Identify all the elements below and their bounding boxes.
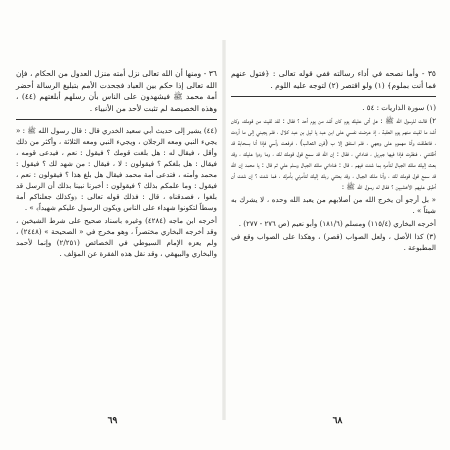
hadith-end: « بل أرجو أن يخرج الله من أصلابهم من يعبد الله وحده ، لا يشرك به شيئاً » . (231, 195, 436, 216)
footnote-2: ٢) قالت للرسول الله ﷺ : هل أتى عليك يوم كان أشد من يوم أحد ؟ فقال : لقد لقيت من قومك، وكان أشد ما لقيت منهم يوم العقبة ، إذ عرضت نفسي على ابن عبد يا ليل بن عبد كلال ، فلم يجبني إلى ما أردت ، فانطلقت وأنا مهموم على وجهي ، فلم استفق إلا ب (قرن الثعالب) ، فرفعت رأسي فإذا أنا بسحابة قد أظلتني ، فنظرت فإذا فيها جبريل ، فناداني ، فقال : إن الله قد سمع قول قومك لك ، وما ردوا عليك ، وقد بعث إليك ملك الجبال لتأمره بما شئت فيهم ، قال : فناداني ملك الجبال وسلم علي ثم قال : يا محمد إن الله قد سمع قول قومك لك ، وأنا ملك الجبال ، وقد بعثني ربك إليك لتأمرني بأمرك ، فما شئت ؟ إن شئت أن أطبق عليهم الأخشبين ؟ فقال له رسول الله ﷺ : (231, 116, 436, 192)
footnote-1: (١) سورة الذاريات : ٥٤ . (362, 103, 436, 113)
takhrij: أخرجه ابن ماجه (٤٢٨٤) وغيره باسناد صحيح على شرط الشيخين ، وقد أخرجه البخاري مختصراً ، وهو مخرج في « الصحيحة » (٢٤٤٨) ، ولم يعزه الإمام السيوطي في الخصائص (٢/٢٥١) وإنما لأحمد والبخاري والبيهقي ، وقد نقل هذه الفقرة عن المؤلف . (16, 216, 218, 259)
paragraph-35: ٣٥ - وأما نصحه في أداء رسالته ففي قوله تعالى : ﴿فتول عنهم فما أنت بملوم﴾ (١) ولو اقتصر (٢) لتوجه عليه اللوم . (231, 69, 436, 90)
paragraph-36: ٣٦ - ومنها أن الله تعالى نزل أمته منزل العدول من الحكام ، فإن الله تعالى إذا حكم بين العباد فجحدت الأمم بتبليغ الرسالة أحضر أمة محمد ﷺ فيشهدون على الناس بأن رسلهم أبلغتهم (٤٤) ، وهذه الخصيصة لم تثبت لأحد من الأنبياء . (16, 69, 218, 113)
footnote-separator (16, 119, 217, 120)
footnote-separator (231, 96, 436, 97)
page-number: ٦٩ (107, 416, 118, 427)
footnote-44: (٤٤) يشير إلى حديث أبي سعيد الخدري قال : قال رسول الله ﷺ : « يجيء النبي ومعه الرجلان ، ويجيء النبي ومعه الثلاثة ، وأكثر من ذلك وأقل ، فيقال له : هل بلغت قومك ؟ فيقول : نعم ، فيدعى قومه ، فيقال : هل بلغكم ؟ فيقولون : لا ، فيقال : من شهد لك ؟ فيقول : محمد وأمته ، فتدعى أمة محمد فيقال هل بلغ هذا ؟ فيقولون : نعم ، فيقول : وما علمكم بذلك ؟ فيقولون : أخبرنا نبينا بذلك أن الرسل قد بلغوا ، فصدقناه ، قال : فذلك قوله تعالى : ﴿وكذلك جعلناكم أمة وسطاً لتكونوا شهداء على الناس ويكون الرسول عليكم شهيداً﴾ » . (16, 126, 217, 213)
footnote-3: (٣) كذا الأصل ، ولعل الصواب (قصر) ، وهكذا على الصواب وقع في المطبوعة . (231, 232, 436, 253)
page-68 (225, 0, 450, 450)
page-number: ٦٨ (332, 416, 343, 427)
takhrij: أخرجه البخاري (١١٥/٤) ومسلم (١٨١/٦) وأبو نعيم (ص ٢٧٦ - ٢٧٧) . (238, 219, 436, 229)
